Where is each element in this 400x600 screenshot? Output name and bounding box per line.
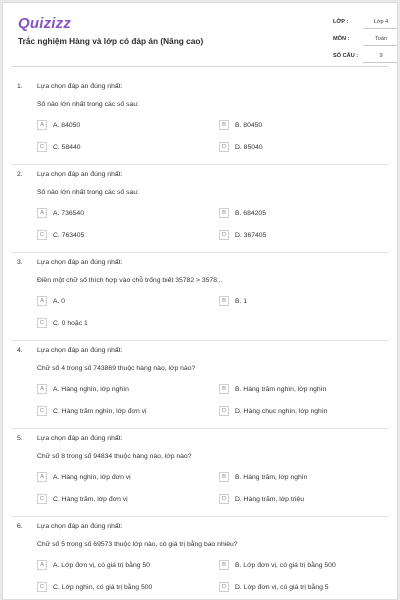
question-text: Số nào lớn nhất trong các số sau:	[37, 189, 139, 196]
option-letter-box[interactable]: A	[37, 296, 47, 306]
question-text: Chữ số 8 trong số 94834 thuộc hàng nào, lớp nào?	[37, 453, 192, 460]
option-letter-box[interactable]: C	[37, 406, 47, 416]
question-1	[3, 77, 397, 165]
question-list	[3, 77, 397, 600]
option-letter-box[interactable]: B	[219, 208, 229, 218]
question-number: 2.	[17, 171, 23, 178]
answer-option-d[interactable]	[219, 405, 328, 417]
question-4	[3, 341, 397, 429]
option-text: A. 736540	[53, 209, 84, 217]
meta-grade-label: LỚP :	[333, 19, 349, 25]
question-number: 4.	[17, 347, 23, 354]
option-letter-box[interactable]: A	[37, 560, 47, 570]
option-letter-box[interactable]: C	[37, 494, 47, 504]
option-letter-box[interactable]: C	[37, 142, 47, 152]
answer-option-d[interactable]	[219, 493, 304, 505]
answer-option-c[interactable]	[37, 141, 81, 153]
answer-option-c[interactable]	[37, 581, 152, 593]
option-text: C. Hàng trăm, lớp đơn vị	[53, 495, 128, 503]
option-text: B. Hàng trăm, lớp nghìn	[235, 473, 308, 481]
question-text: Điền một chữ số thích hợp vào chỗ trống biết 35782 > 3578...	[37, 277, 223, 284]
option-text: D. 85040	[235, 143, 263, 151]
option-text: C. 58440	[53, 143, 81, 151]
option-letter-box[interactable]: C	[37, 582, 47, 592]
option-letter-box[interactable]: B	[219, 296, 229, 306]
answer-option-b[interactable]	[219, 383, 326, 395]
question-instruction: Lựa chọn đáp án đúng nhất:	[37, 347, 123, 354]
option-letter-box[interactable]: D	[219, 582, 229, 592]
meta-question-count	[333, 49, 398, 66]
option-text: B. 80450	[235, 121, 263, 129]
option-letter-box[interactable]: A	[37, 208, 47, 218]
option-text: D. Lớp đơn vị, có giá trị bằng 5	[235, 583, 329, 591]
meta-subject-value: Toán	[363, 33, 398, 46]
option-text: D. 367405	[235, 231, 267, 239]
question-instruction: Lựa chọn đáp án đúng nhất:	[37, 435, 123, 442]
worksheet-page	[2, 2, 398, 600]
option-letter-box[interactable]: B	[219, 472, 229, 482]
option-text: B. Hàng trăm nghìn, lớp nghìn	[235, 385, 327, 393]
answer-option-c[interactable]	[37, 229, 84, 241]
answer-option-a[interactable]	[37, 383, 129, 395]
option-letter-box[interactable]: A	[37, 384, 47, 394]
option-letter-box[interactable]: A	[37, 472, 47, 482]
answer-option-b[interactable]	[219, 119, 262, 131]
question-instruction: Lựa chọn đáp án đúng nhất:	[37, 171, 123, 178]
option-letter-box[interactable]: B	[219, 120, 229, 130]
worksheet-title: Trắc nghiệm Hàng và lớp có đáp án (Nâng cao)	[18, 36, 204, 46]
option-letter-box[interactable]: B	[219, 560, 229, 570]
answer-option-a[interactable]	[37, 295, 65, 307]
answer-option-d[interactable]	[219, 581, 329, 593]
option-text: C. Lớp nghìn, có giá trị bằng 500	[53, 583, 153, 591]
option-letter-box[interactable]: B	[219, 384, 229, 394]
answer-option-b[interactable]	[219, 207, 266, 219]
answer-option-b[interactable]	[219, 559, 336, 571]
question-5	[3, 429, 397, 517]
option-letter-box[interactable]: C	[37, 318, 47, 328]
answer-option-a[interactable]	[37, 207, 84, 219]
question-2	[3, 165, 397, 253]
option-text: A. 84050	[53, 121, 81, 129]
meta-subject	[333, 32, 398, 49]
option-text: A. Hàng nghìn, lớp đơn vị	[53, 473, 131, 481]
option-letter-box[interactable]: A	[37, 120, 47, 130]
option-letter-box[interactable]: D	[219, 494, 229, 504]
option-text: B. Lớp đơn vị, có giá trị bằng 500	[235, 561, 336, 569]
question-number: 6.	[17, 523, 23, 530]
option-letter-box[interactable]: D	[219, 230, 229, 240]
option-text: B. 684205	[235, 209, 266, 217]
answer-option-b[interactable]	[219, 471, 307, 483]
answer-option-b[interactable]	[219, 295, 247, 307]
question-number: 5.	[17, 435, 23, 442]
question-instruction: Lựa chọn đáp án đúng nhất:	[37, 523, 123, 530]
question-3	[3, 253, 397, 341]
question-instruction: Lựa chọn đáp án đúng nhất:	[37, 83, 123, 90]
option-letter-box[interactable]: D	[219, 142, 229, 152]
meta-grade-value: Lớp 4	[363, 16, 398, 29]
option-letter-box[interactable]: D	[219, 406, 229, 416]
option-text: A. Lớp đơn vị, có giá trị bằng 50	[53, 561, 150, 569]
answer-option-a[interactable]	[37, 119, 80, 131]
option-text: C. Hàng trăm nghìn, lớp đơn vị	[53, 407, 147, 415]
meta-subject-label: MÔN :	[333, 36, 350, 42]
option-text: D. Hàng trăm, lớp triệu	[235, 495, 305, 503]
question-text: Chữ số 5 trong số 69573 thuộc lớp nào, có giá trị bằng bao nhiêu?	[37, 541, 238, 548]
answer-option-a[interactable]	[37, 559, 150, 571]
option-text: C. 763405	[53, 231, 85, 239]
answer-option-c[interactable]	[37, 493, 128, 505]
worksheet-meta	[333, 15, 398, 66]
option-text: B. 1	[235, 297, 248, 305]
worksheet-header	[12, 3, 388, 67]
quizizz-logo: Quizizz	[18, 15, 72, 32]
answer-option-c[interactable]	[37, 405, 147, 417]
question-number: 3.	[17, 259, 23, 266]
option-text: C. 0 hoặc 1	[53, 319, 88, 327]
meta-question-count-value: 9	[363, 50, 398, 63]
option-text: A. 0	[53, 297, 66, 305]
question-text: Số nào lớn nhất trong các số sau:	[37, 101, 139, 108]
option-letter-box[interactable]: C	[37, 230, 47, 240]
answer-option-d[interactable]	[219, 141, 263, 153]
question-number: 1.	[17, 83, 23, 90]
question-instruction: Lựa chọn đáp án đúng nhất:	[37, 259, 123, 266]
option-text: A. Hàng nghìn, lớp nghìn	[53, 385, 129, 393]
answer-option-c[interactable]	[37, 317, 88, 329]
option-text: D. Hàng chục nghìn, lớp nghìn	[235, 407, 328, 415]
question-6	[3, 517, 397, 600]
meta-grade	[333, 15, 398, 32]
answer-option-a[interactable]	[37, 471, 131, 483]
question-text: Chữ số 4 trong số 743869 thuộc hàng nào, lớp nào?	[37, 365, 196, 372]
meta-question-count-label: SỐ CÂU :	[333, 53, 359, 59]
answer-option-d[interactable]	[219, 229, 266, 241]
